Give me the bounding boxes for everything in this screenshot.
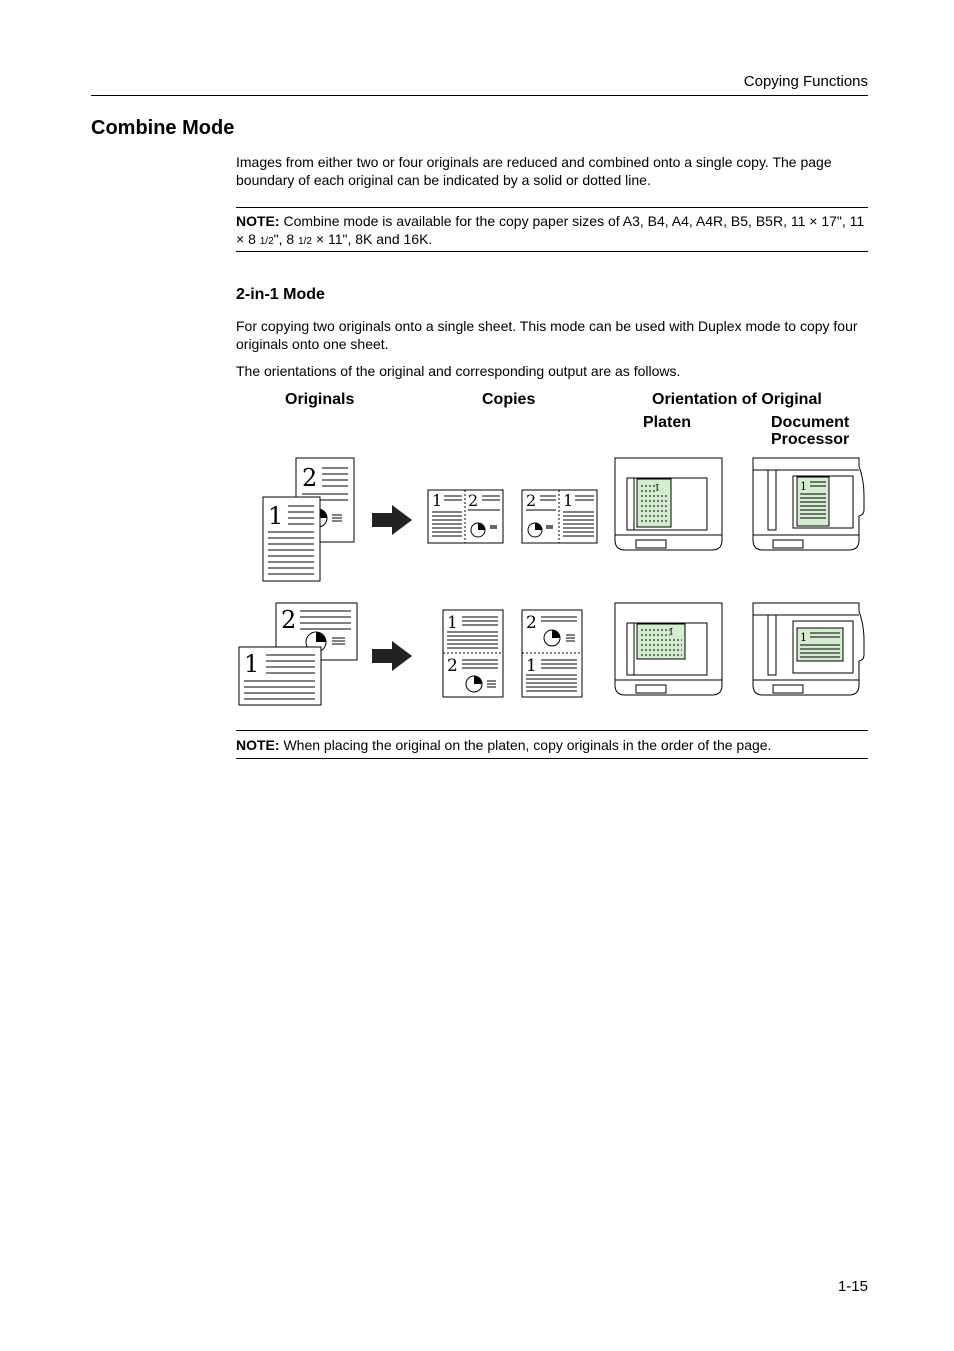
row1-platen-diagram (615, 458, 722, 550)
svg-text:2: 2 (468, 491, 479, 510)
page-number: 1-15 (837, 1278, 868, 1295)
note-half-2: 1/2 (298, 236, 312, 247)
note-text-b: ", 8 (273, 231, 299, 247)
note-text: When placing the original on the platen, copy originals in the order of the page. (279, 737, 772, 753)
svg-text:1: 1 (563, 491, 574, 510)
svg-text:2: 2 (526, 613, 537, 633)
column-document-processor-line2: Processor (771, 431, 850, 448)
column-platen: Platen (643, 414, 692, 431)
svg-text:2: 2 (447, 656, 458, 676)
mode-paragraph: For copying two originals onto a single sheet. This mode can be used with Duplex mode to copy four originals onto one sheet. (236, 318, 858, 352)
svg-text:1: 1 (432, 491, 443, 510)
section-heading: 2-in-1 Mode (236, 286, 325, 303)
svg-text:1: 1 (668, 625, 674, 635)
note-platen-order (236, 730, 868, 759)
row1-arrow-icon (372, 505, 412, 535)
svg-text:2: 2 (281, 606, 297, 634)
svg-text:1: 1 (526, 656, 537, 676)
row2-document-processor-diagram (753, 603, 864, 695)
row1-original-page-1 (263, 497, 320, 581)
svg-text:2: 2 (526, 491, 537, 510)
row2-platen-diagram (615, 603, 722, 695)
svg-text:1: 1 (654, 481, 660, 491)
note-half-1: 1/2 (259, 236, 274, 247)
column-orientation: Orientation of Original (652, 391, 822, 408)
row1-copy-order-1-2 (428, 490, 503, 543)
svg-text:1: 1 (244, 650, 260, 678)
intro-paragraph: Images from either two or four originals are reduced and combined onto a single copy. The page boundary of each original can be indicated by a solid or dotted line. (236, 154, 832, 188)
svg-text:2: 2 (302, 464, 318, 492)
running-header: Copying Functions (743, 73, 868, 90)
note-text-c: × 11", 8K and 16K. (312, 231, 433, 247)
svg-text:1: 1 (800, 480, 807, 493)
orientation-paragraph: The orientations of the original and corresponding output are as follows. (236, 363, 681, 379)
svg-text:1: 1 (800, 631, 807, 644)
svg-text:1: 1 (268, 502, 284, 530)
row1-copy-order-2-1 (522, 490, 597, 543)
note-label: NOTE: (236, 737, 280, 753)
column-copies: Copies (482, 391, 536, 408)
row1-document-processor-diagram (753, 458, 864, 550)
row2-arrow-icon (372, 641, 412, 671)
row2-original-page-1 (239, 647, 321, 705)
note-label: NOTE: (236, 213, 280, 229)
column-document-processor-line1: Document (771, 414, 850, 431)
column-originals: Originals (285, 391, 355, 408)
svg-text:1: 1 (447, 613, 458, 633)
row2-copy-order-1-2 (443, 610, 503, 697)
page-title: Combine Mode (91, 117, 235, 139)
note-text-a: Combine mode is available for the copy paper sizes of A3, B4, A4, A4R, B5, B5R, 11 × 17", 11 × 8 (236, 213, 865, 247)
row2-copy-order-2-1 (522, 610, 582, 697)
